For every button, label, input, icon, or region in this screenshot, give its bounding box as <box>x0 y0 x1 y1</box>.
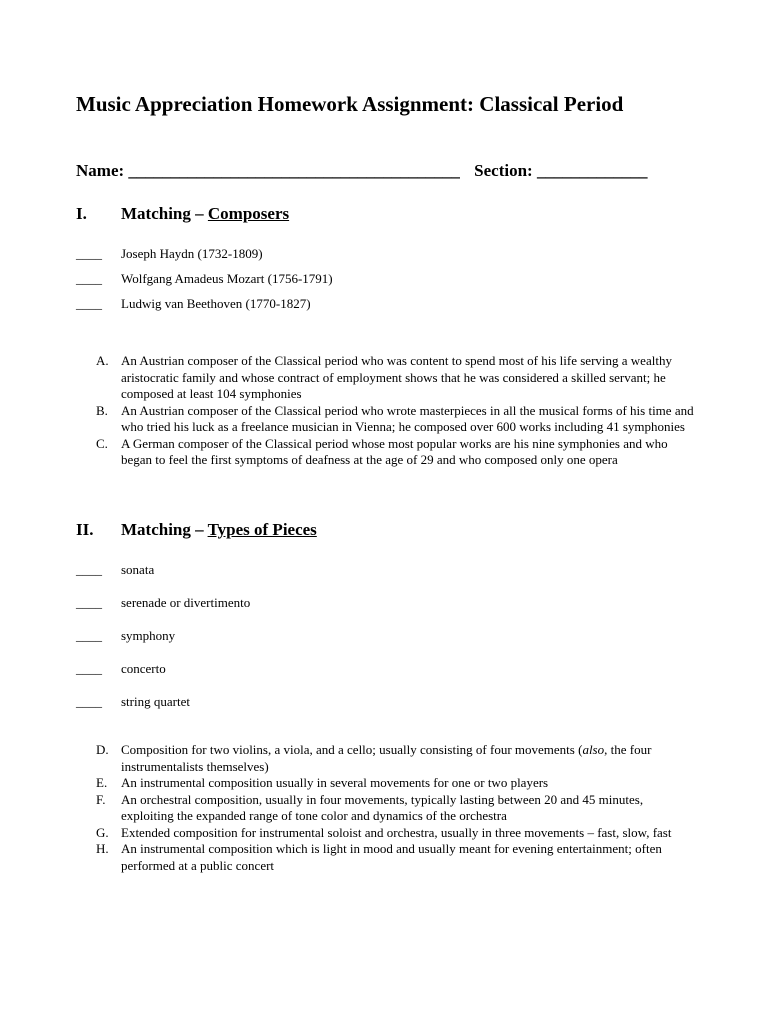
definition-text: Extended composition for instrumental soloist and orchestra, usually in three movements – fast, slow, fast <box>121 824 672 840</box>
composer-label: Ludwig van Beethoven (1770-1827) <box>121 296 311 311</box>
definition-item <box>96 825 696 842</box>
piece-label: symphony <box>121 628 176 643</box>
definition-letter: F. <box>96 791 106 807</box>
piece-definitions <box>96 742 696 874</box>
composer-row <box>76 246 263 262</box>
answer-blank[interactable]: ____ <box>76 562 102 577</box>
part1-numeral: I. <box>76 204 87 223</box>
piece-label: serenade or divertimento <box>121 595 251 610</box>
name-section-line <box>76 161 647 181</box>
definition-item <box>96 353 696 403</box>
definition-item <box>96 403 696 436</box>
answer-blank[interactable]: ____ <box>76 271 102 286</box>
definition-item <box>96 775 696 792</box>
definition-item <box>96 742 696 775</box>
definition-text: An orchestral composition, usually in four movements, typically lasting between 20 and 45 minutes, exploiting the expanded range of tone color and dynamics of the orchestra <box>121 791 644 823</box>
definition-letter: C. <box>96 435 108 451</box>
definition-letter: E. <box>96 775 108 790</box>
part1-heading <box>76 204 289 224</box>
composer-label: Joseph Haydn (1732-1809) <box>121 246 263 261</box>
name-field[interactable]: _______________________________________ <box>128 161 460 180</box>
section-label: Section: <box>474 161 533 180</box>
answer-blank[interactable]: ____ <box>76 628 102 643</box>
piece-row <box>76 694 190 710</box>
section-field[interactable]: _____________ <box>536 161 648 180</box>
definition-letter: G. <box>96 824 109 840</box>
definition-text: An instrumental composition which is light in mood and usually meant for evening entertainment; often performed at a public concert <box>121 841 662 873</box>
piece-label: string quartet <box>121 694 190 709</box>
piece-row <box>76 595 250 611</box>
piece-row <box>76 562 154 578</box>
piece-row <box>76 628 175 644</box>
part1-heading-topic: Composers <box>207 204 290 223</box>
definition-item <box>96 792 696 825</box>
definition-text: An Austrian composer of the Classical period who was content to spend most of his life serving a wealthy aristocratic family and whose contract of employment shows that he was considered a skilled servant; he composed at least 104 symphonies <box>121 353 672 401</box>
answer-blank[interactable]: ____ <box>76 246 102 261</box>
part2-numeral: II. <box>76 520 94 539</box>
definition-letter: A. <box>96 353 109 368</box>
answer-blank[interactable]: ____ <box>76 661 102 676</box>
definition-item <box>96 841 696 874</box>
composer-label: Wolfgang Amadeus Mozart (1756-1791) <box>121 271 333 286</box>
composer-row <box>76 271 333 287</box>
part1-heading-prefix: Matching – <box>121 204 208 223</box>
part2-heading-prefix: Matching – <box>121 520 208 539</box>
piece-label: concerto <box>121 661 166 676</box>
definition-text: Composition for two violins, a viola, and a cello; usually consisting of four movements (also, the four instrumentalists themselves) <box>121 742 652 774</box>
composer-row <box>76 296 311 312</box>
page-title: Music Appreciation Homework Assignment: Classical Period <box>76 92 624 116</box>
composer-definitions <box>96 353 696 469</box>
piece-row <box>76 661 166 677</box>
definition-text: An Austrian composer of the Classical period who wrote masterpieces in all the musical forms of his time and who tried his luck as a freelance musician in Vienna; he composed over 600 works including 41 symphonies <box>121 402 694 434</box>
answer-blank[interactable]: ____ <box>76 296 102 311</box>
definition-italic: also <box>582 742 605 757</box>
part2-heading <box>76 520 317 540</box>
piece-label: sonata <box>121 562 155 577</box>
definition-item <box>96 436 696 469</box>
answer-blank[interactable]: ____ <box>76 595 102 610</box>
definition-text: An instrumental composition usually in several movements for one or two players <box>121 775 549 790</box>
definition-letter: D. <box>96 742 109 757</box>
part2-heading-topic: Types of Pieces <box>207 520 317 539</box>
definition-text: A German composer of the Classical period whose most popular works are his nine symphonies and who began to feel the first symptoms of deafness at the age of 29 and who composed only one opera <box>121 435 668 467</box>
definition-letter: H. <box>96 841 109 856</box>
definition-letter: B. <box>96 402 108 418</box>
answer-blank[interactable]: ____ <box>76 694 102 709</box>
name-label: Name: <box>76 161 125 180</box>
